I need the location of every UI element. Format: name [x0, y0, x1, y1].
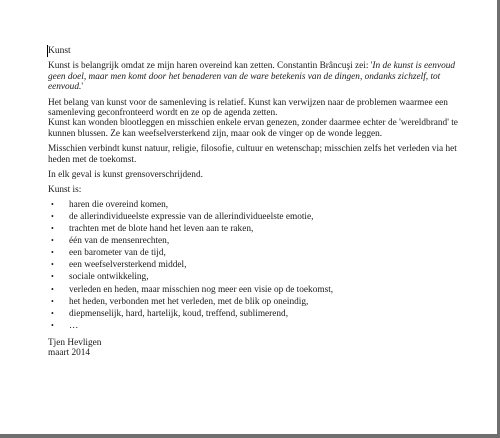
- author-name: Tjen Hevligen: [48, 337, 102, 348]
- signature-date: maart 2014: [48, 347, 91, 358]
- page-shadow-bottom: [0, 434, 500, 438]
- society-text-2: Kunst kan wonden blootleggen en misschien enkele ervan genezen, zonder daarmee echter de 'wereldbrand' te kunnen blussen. Ze kan weefselversterkend zijn, maar ook de vinger op de wonde leggen.: [48, 118, 458, 139]
- paragraph-boundaries: In elk geval is kunst grensoverschrijdend.: [48, 170, 203, 181]
- signature-block: [48, 338, 462, 358]
- list-item: • …: [51, 320, 462, 332]
- society-text-1: Het belang van kunst voor de samenleving is relatief. Kunst kan verwijzen naar de problemen waarmee een samenleving geconfronteerd wordt en ze op de agenda zetten.: [48, 97, 448, 119]
- list-item: • het heden, verbonden met het verleden, met de blik op oneindig,: [51, 296, 462, 308]
- paragraph-connections: Misschien verbindt kunst natuur, religie, filosofie, cultuur en wetenschap; misschien zelfs het verleden via het heden met de toekomst.: [48, 144, 457, 165]
- bullet-list: [48, 199, 462, 332]
- list-item: • een barometer van de tijd,: [51, 247, 462, 259]
- title-text: Kunst: [48, 46, 71, 56]
- document-title: [48, 46, 462, 56]
- intro-text: Kunst is belangrijk omdat ze mijn haren overeind kan zetten. Constantin Brâncuşi zei: ': [48, 61, 373, 72]
- list-intro: Kunst is:: [48, 185, 82, 196]
- list-item: • verleden en heden, maar misschien nog meer een visie op de toekomst,: [51, 284, 462, 296]
- list-item: • één van de mensenrechten,: [51, 235, 462, 247]
- list-item: • sociale ontwikkeling,: [51, 271, 462, 283]
- list-item: • een weefselversterkend middel,: [51, 259, 462, 271]
- paragraph-intro: [48, 61, 462, 92]
- text-cursor: [47, 45, 48, 57]
- paragraph-society: [48, 98, 462, 140]
- list-item: • diepmenselijk, hard, hartelijk, koud, treffend, sublimerend,: [51, 308, 462, 320]
- list-item: • haren die overeind komen,: [51, 199, 462, 211]
- list-item: • de allerindividueelste expressie van de allerindividueelste emotie,: [51, 211, 462, 223]
- brancusi-quote: In de kunst is eenvoud geen doel, maar men komt door het benaderen van de ware betekenis van de dingen, ondanks zichzelf, tot eenvoud.: [48, 61, 456, 93]
- list-item: • trachten met de blote hand het leven aan te raken,: [51, 223, 462, 235]
- quote-end: ': [81, 82, 83, 93]
- document-body[interactable]: [48, 46, 462, 358]
